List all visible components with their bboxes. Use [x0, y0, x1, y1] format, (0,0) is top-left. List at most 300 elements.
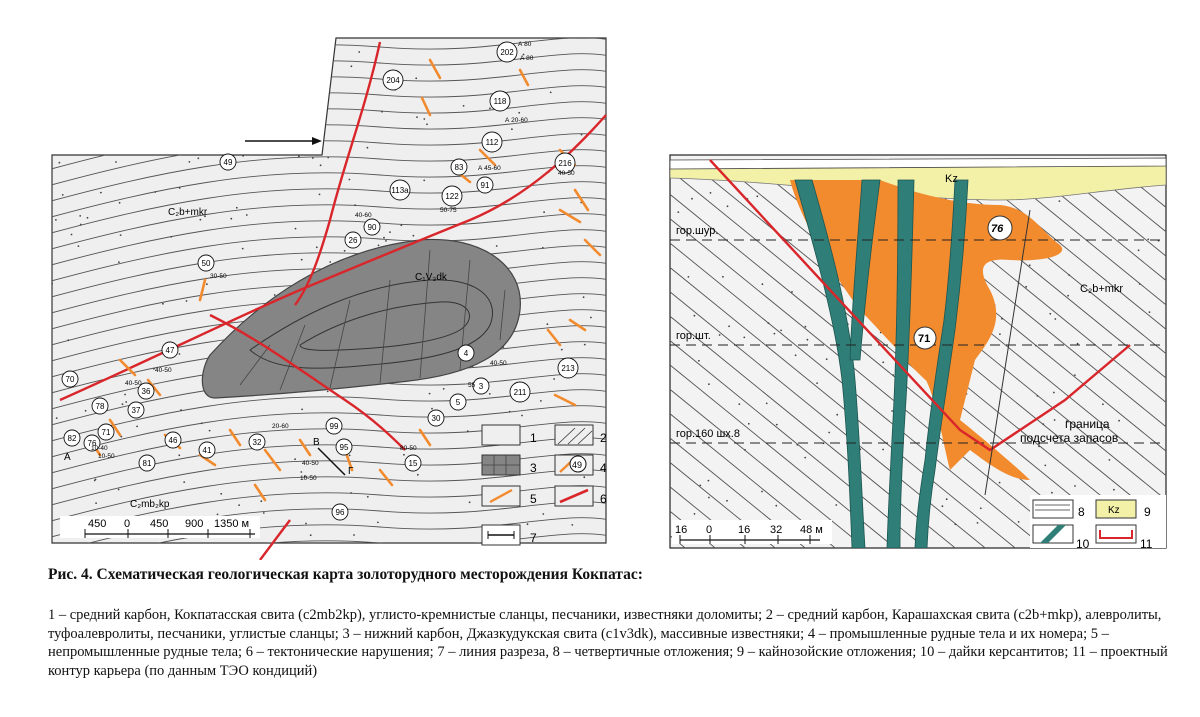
stratum-dot [200, 219, 202, 221]
ore-body-number: 30 [431, 414, 441, 423]
ore-body-marker [139, 455, 155, 471]
stratum-dot [354, 204, 356, 206]
section-scale-tick: 16 [675, 524, 688, 536]
stratum-dot [87, 217, 89, 219]
section-stratum-dot [1068, 274, 1070, 276]
ore-body-number: 96 [335, 508, 345, 517]
section-stratum-dot [1074, 485, 1076, 487]
stratum-dot [349, 455, 351, 457]
dip-label: 10-40 [91, 445, 108, 452]
ore-body-marker [62, 371, 78, 387]
legend-swatch-11 [1096, 525, 1136, 543]
stratum-dot [142, 40, 144, 42]
section-formation-label: C₂b+mkr [1080, 283, 1124, 295]
stratum-dot [238, 504, 240, 506]
stratum-dot [431, 408, 433, 410]
dip-label: 10-50 [98, 453, 115, 460]
stratum-dot [583, 296, 585, 298]
ore-body-number: 4 [463, 349, 469, 358]
ore-body-marker [510, 382, 530, 402]
stratum-dot [305, 41, 307, 43]
ore-body-number: 83 [454, 163, 464, 172]
stratum-dot [79, 215, 81, 217]
stratum-dot [67, 339, 69, 341]
stratum-dot [518, 112, 520, 114]
ore-body-number: 70 [65, 375, 75, 384]
stratum-dot [118, 261, 120, 263]
ore-body-number: 47 [165, 346, 175, 355]
formation-label-c2b: C₂b+mkr [168, 207, 208, 218]
map-scale-tick: 0 [124, 518, 131, 530]
stratum-dot [496, 245, 498, 247]
section-stratum-dot [744, 449, 746, 451]
section-stratum-dot [727, 205, 729, 207]
ore-body-number: 213 [561, 364, 575, 373]
section-stratum-dot [780, 330, 782, 332]
section-stratum-dot [828, 432, 830, 434]
stratum-dot [301, 259, 303, 261]
section-stratum-dot [726, 500, 728, 502]
stratum-dot [125, 401, 127, 403]
ore-body-marker [383, 70, 403, 90]
ore-body-number: 216 [558, 159, 572, 168]
stratum-dot [206, 283, 208, 285]
stratum-dot [323, 86, 325, 88]
ore-body-marker [332, 504, 348, 520]
stratum-dot [443, 388, 445, 390]
ore-body-marker [428, 410, 444, 426]
dip-label: А 20-60 [505, 117, 528, 124]
ore-body-marker [326, 418, 342, 434]
ore-body-marker [482, 132, 502, 152]
stratum-dot [413, 235, 415, 237]
ore-body-marker [473, 378, 489, 394]
stratum-dot [469, 501, 471, 503]
legend-swatch-10 [1033, 525, 1073, 543]
section-stratum-dot [836, 414, 838, 416]
stratum-dot [78, 245, 80, 247]
section-stratum-dot [796, 444, 798, 446]
ore-body-marker [450, 394, 466, 410]
stratum-dot [489, 393, 491, 395]
stratum-dot [389, 231, 391, 233]
stratum-dot [97, 73, 99, 75]
stratum-dot [489, 107, 491, 109]
section-stratum-dot [1029, 264, 1031, 266]
legend-swatch-4 [555, 455, 593, 475]
stratum-dot [180, 409, 182, 411]
section-stratum-dot [999, 482, 1001, 484]
ore-number-71: 71 [918, 333, 931, 345]
ore-body-marker [390, 180, 410, 200]
section-stratum-dot [691, 198, 693, 200]
stratum-dot [426, 123, 428, 125]
section-stratum-dot [1139, 283, 1141, 285]
stratum-dot [122, 403, 124, 405]
section-stratum-dot [999, 333, 1001, 335]
stratum-dot [367, 147, 369, 149]
ore-body-number: 99 [329, 422, 339, 431]
level-label-1: гор.шур. [676, 225, 719, 237]
section-stratum-dot [826, 358, 828, 360]
stratum-dot [527, 523, 529, 525]
section-stratum-dot [774, 333, 776, 335]
stratum-dot [149, 64, 151, 66]
stratum-dot [295, 228, 297, 230]
section-stratum-dot [980, 507, 982, 509]
section-stratum-dot [1049, 313, 1051, 315]
ore-body-number: 113а [391, 186, 409, 195]
ore-body-number: 122 [445, 192, 459, 201]
figure-caption [48, 566, 1168, 680]
stratum-dot [350, 492, 352, 494]
section-stratum-dot [942, 505, 944, 507]
stratum-dot [189, 161, 191, 163]
stratum-dot [312, 157, 314, 159]
dip-label: 40-50 [302, 460, 319, 467]
section-stratum-dot [946, 498, 948, 500]
stratum-dot [220, 493, 222, 495]
section-stratum-dot [1051, 492, 1053, 494]
ore-body-marker [64, 430, 80, 446]
section-stratum-dot [719, 334, 721, 336]
ore-body-number: 76 [87, 439, 97, 448]
stratum-dot [118, 489, 120, 491]
ore-body-marker [220, 154, 236, 170]
level-label-2: гор.шт. [676, 330, 711, 342]
stratum-dot [547, 323, 549, 325]
ore-body-number: 15 [408, 459, 418, 468]
ore-body-number: 46 [168, 436, 178, 445]
stratum-dot [305, 523, 307, 525]
ore-body-number: 36 [141, 387, 151, 396]
section-stratum-dot [699, 485, 701, 487]
dip-label: А 45-60 [478, 165, 501, 172]
section-stratum-dot [795, 354, 797, 356]
formation-label-c1v: C₁V₃dk [415, 272, 447, 283]
legend-number-10: 10 [1076, 537, 1090, 551]
ore-body-number: 202 [500, 48, 514, 57]
section-stratum-dot [728, 325, 730, 327]
ore-body-number: 37 [131, 406, 141, 415]
dip-label: 10-50 [300, 475, 317, 482]
ore-body-number: 204 [386, 76, 400, 85]
section-legend [1030, 495, 1166, 551]
legend-kz: Kz [1108, 505, 1120, 516]
stratum-dot [590, 317, 592, 319]
stratum-dot [316, 246, 318, 248]
section-stratum-dot [688, 276, 690, 278]
stratum-dot [162, 303, 164, 305]
stratum-dot [540, 400, 542, 402]
stratum-dot [320, 164, 322, 166]
stratum-dot [56, 417, 58, 419]
north-arrow [245, 137, 322, 145]
ore-number-76: 76 [991, 223, 1004, 235]
section-stratum-dot [761, 491, 763, 493]
section-stratum-dot [708, 497, 710, 499]
stratum-dot [201, 422, 203, 424]
ore-body-number: 91 [480, 181, 490, 190]
dip-label: А 80 [518, 41, 532, 48]
geological-map [40, 6, 620, 560]
stratum-dot [183, 481, 185, 483]
dip-label: А 80 [520, 55, 534, 62]
dip-label: 40-50 [558, 170, 575, 177]
section-stratum-dot [1037, 395, 1039, 397]
stratum-dot [550, 92, 552, 94]
stratum-dot [55, 219, 57, 221]
ore-body-marker [92, 398, 108, 414]
section-stratum-dot [708, 383, 710, 385]
level-label-3: гор.160 шх.8 [676, 428, 740, 440]
map-scale-tick: 900 [185, 518, 204, 530]
ore-body-number: 5 [455, 398, 461, 407]
section-scale-tick: 48 м [800, 524, 823, 536]
stratum-dot [511, 128, 513, 130]
stratum-dot [98, 121, 100, 123]
caption-title: Рис. 4. Схематическая геологическая карта золоторудного месторождения Кокпатас: [48, 566, 643, 583]
section-stratum-dot [1113, 489, 1115, 491]
ore-body-marker [336, 439, 352, 455]
section-stratum-dot [1001, 318, 1003, 320]
section-stratum-dot [882, 449, 884, 451]
stratum-dot [62, 194, 64, 196]
ore-body-marker [199, 442, 215, 458]
stratum-dot [95, 502, 97, 504]
legend-swatch-8 [1033, 500, 1073, 518]
legend-swatch-6 [555, 486, 593, 506]
stratum-dot [377, 522, 379, 524]
stratum-dot [416, 116, 418, 118]
stratum-dot [467, 430, 469, 432]
stratum-dot [295, 77, 297, 79]
ore-body-number: 41 [202, 446, 212, 455]
stratum-dot [94, 480, 96, 482]
section-stratum-dot [1035, 345, 1037, 347]
stratum-dot [229, 119, 231, 121]
ore-body-marker [497, 42, 517, 62]
ore-body-number: 112 [485, 138, 499, 147]
legend-number-9: 9 [1144, 505, 1151, 519]
legend-ore-number: 49 [572, 460, 583, 470]
stratum-dot [275, 151, 277, 153]
section-stratum-dot [768, 322, 770, 324]
section-stratum-dot [775, 505, 777, 507]
stratum-dot [429, 393, 431, 395]
section-stratum-dot [756, 195, 758, 197]
section-scale-bar [672, 520, 832, 544]
section-stratum-dot [977, 522, 979, 524]
stratum-dot [178, 454, 180, 456]
legend-number-6: 6 [600, 492, 607, 506]
stratum-dot [378, 245, 380, 247]
section-stratum-dot [677, 211, 679, 213]
dip-label: 55 [468, 382, 476, 389]
legend-swatch-3 [482, 455, 520, 475]
section-stratum-dot [835, 504, 837, 506]
stratum-dot [581, 134, 583, 136]
section-stratum-dot [748, 423, 750, 425]
stratum-dot [124, 394, 126, 396]
section-stratum-dot [1042, 423, 1044, 425]
ore-body-marker [558, 358, 578, 378]
legend-number-3: 3 [530, 461, 537, 475]
section-stratum-dot [743, 337, 745, 339]
ore-body-number: 49 [223, 158, 233, 167]
section-stratum-dot [698, 360, 700, 362]
stratum-dot [301, 84, 303, 86]
stratum-dot [463, 105, 465, 107]
section-stratum-dot [776, 424, 778, 426]
stratum-dot [234, 53, 236, 55]
stratum-dot [542, 247, 544, 249]
ore-body-marker [128, 402, 144, 418]
boundary-label-1: граница [1065, 417, 1110, 431]
legend-swatch-2 [555, 425, 593, 445]
stratum-dot [179, 353, 181, 355]
stratum-dot [119, 202, 121, 204]
dip-label: 20-60 [272, 423, 289, 430]
legend-number-4: 4 [600, 461, 607, 475]
stratum-dot [197, 157, 199, 159]
stratum-dot [344, 250, 346, 252]
stratum-dot [275, 94, 277, 96]
stratum-dot [415, 77, 417, 79]
dip-label: 40-50 [155, 367, 172, 374]
stratum-dot [59, 162, 61, 164]
stratum-dot [179, 187, 181, 189]
section-stratum-dot [1053, 392, 1055, 394]
section-stratum-dot [738, 403, 740, 405]
ore-body-marker [165, 432, 181, 448]
ore-body-number: 32 [252, 438, 262, 447]
stratum-dot [423, 180, 425, 182]
section-stratum-dot [1074, 374, 1076, 376]
ore-body-marker [98, 424, 114, 440]
ore-body-number: 3 [478, 382, 484, 391]
stratum-dot [509, 411, 511, 413]
ore-body-number: 50 [201, 259, 211, 268]
ore-body-marker [490, 91, 510, 111]
stratum-dot [126, 151, 128, 153]
section-stratum-dot [892, 374, 894, 376]
section-stratum-dot [694, 513, 696, 515]
stratum-dot [423, 118, 425, 120]
ore-body-number: 82 [67, 434, 77, 443]
section-stratum-dot [1147, 239, 1149, 241]
caption-text: 1 – средний карбон, Кокпатасская свита (c2mb2kp), углисто-кремнистые сланцы, песчаники, известняки доломиты; 2 – средний карбон, Карашахская свита (c2b+mkp), алевролиты, туфоалевролиты, песчаники, углистые сланцы; 3 – нижний карбон, Джазкудукская свита (c1v3dk), массивные известняки; 4 – промышленные рудные тела и их номера; 5 – непромышленные рудные тела; 6 – тектонические нарушения; 7 – линия разреза, 8 – четвертичные отложения; 9 – кайнозойские отложения; 10 – дайки керсантитов; 11 – проектный контур карьера (по данным ТЭО кондиций) [48, 607, 1168, 679]
stratum-dot [301, 409, 303, 411]
section-stratum-dot [1102, 403, 1104, 405]
boundary-label-2: подсчета запасов [1020, 431, 1119, 445]
stratum-dot [403, 454, 405, 456]
section-stratum-dot [710, 192, 712, 194]
stratum-dot [99, 144, 101, 146]
legend-swatch-1 [482, 425, 520, 445]
section-stratum-dot [1138, 249, 1140, 251]
section-scale-tick: 0 [706, 524, 713, 536]
map-scale-tick: 450 [88, 518, 107, 530]
ore-body-number: 71 [101, 428, 111, 437]
section-scale-tick: 32 [770, 524, 783, 536]
legend-swatch-7 [482, 525, 520, 545]
stratum-dot [263, 512, 265, 514]
stratum-dot [383, 237, 385, 239]
stratum-dot [571, 524, 573, 526]
section-stratum-dot [1054, 318, 1056, 320]
stratum-dot [120, 234, 122, 236]
section-stratum-dot [766, 403, 768, 405]
section-stratum-dot [804, 457, 806, 459]
section-stratum-dot [1077, 343, 1079, 345]
ore-body-number: 211 [513, 388, 527, 397]
dip-label: 40-50 [125, 380, 142, 387]
stratum-dot [385, 240, 387, 242]
stratum-dot [71, 234, 73, 236]
stratum-dot [349, 179, 351, 181]
stratum-dot [96, 50, 98, 52]
legend-number-8: 8 [1078, 505, 1085, 519]
ore-body-number: 26 [348, 236, 358, 245]
stratum-dot [319, 194, 321, 196]
section-stratum-dot [1109, 459, 1111, 461]
stratum-dot [230, 218, 232, 220]
section-stratum-dot [708, 480, 710, 482]
dip-label: 80-50 [400, 445, 417, 452]
section-stratum-dot [1054, 419, 1056, 421]
legend-number-1: 1 [530, 431, 537, 445]
stratum-dot [300, 471, 302, 473]
stratum-dot [367, 496, 369, 498]
ore-body-number: 118 [493, 97, 507, 106]
ore-body-marker [442, 186, 462, 206]
stratum-dot [327, 157, 329, 159]
stratum-dot [353, 534, 355, 536]
stratum-dot [136, 426, 138, 428]
stratum-dot [267, 55, 269, 57]
ore-body-number: 90 [367, 223, 377, 232]
stratum-dot [217, 514, 219, 516]
ore-body-number: 95 [339, 443, 349, 452]
stratum-dot [80, 224, 82, 226]
ore-body-marker [477, 177, 493, 193]
stratum-dot [260, 500, 262, 502]
stratum-dot [553, 378, 555, 380]
stratum-dot [115, 161, 117, 163]
legend-swatch-5 [482, 486, 520, 506]
ore-body-marker [198, 255, 214, 271]
legend-number-7: 7 [530, 531, 537, 545]
stratum-dot [543, 211, 545, 213]
section-stratum-dot [791, 291, 793, 293]
kz-label: Kz [945, 173, 958, 185]
stratum-dot [298, 155, 300, 157]
stratum-dot [583, 476, 585, 478]
section-stratum-dot [807, 339, 809, 341]
map-scale-bar [60, 516, 260, 538]
section-stratum-line [1180, 170, 1200, 560]
stratum-dot [308, 117, 310, 119]
section-scale-tick: 16 [738, 524, 751, 536]
dip-label: 40-60 [355, 212, 372, 219]
section-stratum-dot [1118, 420, 1120, 422]
stratum-dot [294, 458, 296, 460]
stratum-dot [329, 261, 331, 263]
stratum-dot [209, 430, 211, 432]
stratum-dot [170, 236, 172, 238]
section-stratum-dot [1149, 311, 1151, 313]
